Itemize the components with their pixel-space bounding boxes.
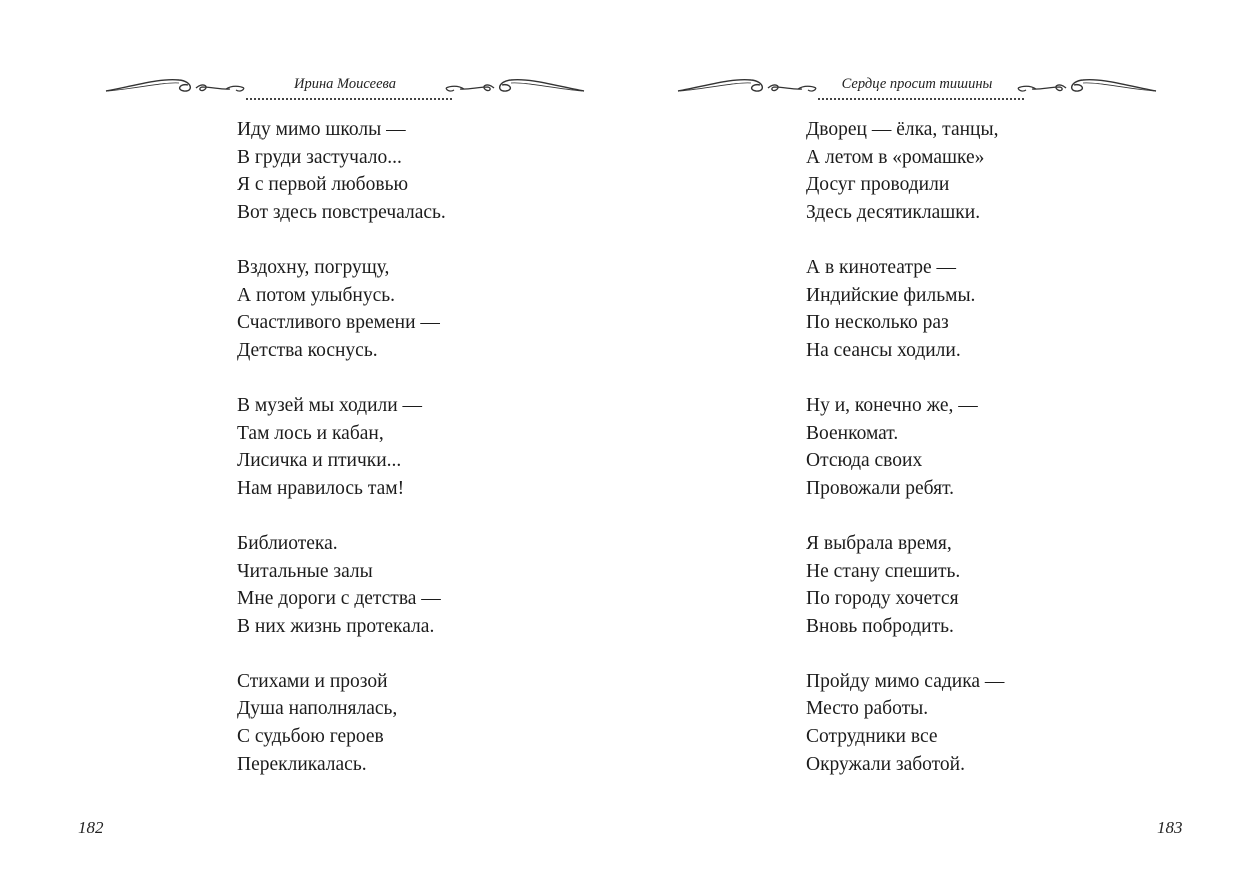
poem-line: Иду мимо школы — (237, 119, 406, 140)
poem-line: Место работы. (806, 698, 929, 720)
poem-line: Мне дороги с детства — (237, 588, 441, 610)
right-page (630, 0, 1260, 882)
stanza (237, 668, 446, 778)
poem-line: Вздохну, погрущу, (237, 256, 390, 278)
poem-line: Счастливого времени — (237, 312, 440, 334)
poem-line: Библиотека. (237, 532, 338, 554)
running-header (104, 68, 586, 108)
poem-line: Там лось и кабан, (237, 422, 384, 444)
poem-line: С судьбою героев (237, 726, 384, 748)
poem-line: Читальные залы (237, 560, 373, 582)
poem-line: Окружали заботой. (806, 753, 965, 775)
stanza (806, 530, 1004, 640)
poem-line: А потом улыбнусь. (237, 284, 395, 306)
stanza (806, 392, 1004, 502)
poem-text (806, 116, 1004, 806)
stanza (237, 254, 446, 364)
poem-line: Пройду мимо садика — (806, 670, 1005, 692)
poem-line: Душа наполнялась, (237, 698, 398, 720)
poem-line: Не стану спешить. (806, 560, 961, 582)
poem-line: По городу хочется (806, 588, 959, 610)
poem-line: Я выбрала время, (806, 532, 952, 554)
poem-line: А в кинотеатре — (806, 256, 956, 278)
page-number: 183 (1157, 818, 1183, 837)
stanza (237, 392, 446, 502)
poem-line: Нам нравилось там! (237, 477, 405, 499)
running-header-title: Ирина Моисеева (294, 76, 396, 92)
poem-line: Военкомат. (806, 422, 899, 444)
poem-line: Ну и, конечно же, — (806, 394, 978, 416)
poem-line: В груди застучало... (237, 146, 402, 168)
flourish-scroll-icon (1016, 72, 1158, 96)
stanza (806, 668, 1004, 778)
poem-line: Сотрудники все (806, 726, 938, 748)
poem-line: В них жизнь протекала. (237, 615, 435, 637)
stanza (806, 254, 1004, 364)
poem-line: Здесь десятиклашки. (806, 201, 981, 223)
poem-line: Стихами и прозой (237, 670, 388, 692)
running-header-title: Сердце просит тишины (841, 76, 993, 92)
poem-line: В музей мы ходили — (237, 394, 423, 416)
stanza (237, 116, 446, 226)
poem-line: Дворец — ёлка, танцы, (806, 119, 999, 140)
stanza (806, 116, 1004, 226)
page-number: 182 (78, 818, 104, 837)
running-header (676, 68, 1158, 108)
flourish-scroll-icon (444, 72, 586, 96)
header-dotted-rule (246, 96, 452, 100)
poem-line: Детства коснусь. (237, 339, 378, 361)
poem-line: Провожали ребят. (806, 477, 955, 499)
poem-line: Перекликалась. (237, 753, 367, 775)
poem-line: Лисичка и птички... (237, 450, 402, 472)
poem-line: А летом в «ромашке» (806, 146, 985, 168)
stanza (237, 530, 446, 640)
poem-line: Вот здесь повстречалась. (237, 201, 446, 223)
header-dotted-rule (818, 96, 1024, 100)
poem-line: По несколько раз (806, 312, 949, 334)
poem-line: На сеансы ходили. (806, 339, 961, 361)
poem-line: Индийские фильмы. (806, 284, 976, 306)
poem-line: Отсюда своих (806, 450, 923, 472)
poem-line: Досуг проводили (806, 174, 950, 196)
poem-text (237, 116, 446, 806)
poem-line: Я с первой любовью (237, 174, 409, 196)
poem-line: Вновь побродить. (806, 615, 954, 637)
